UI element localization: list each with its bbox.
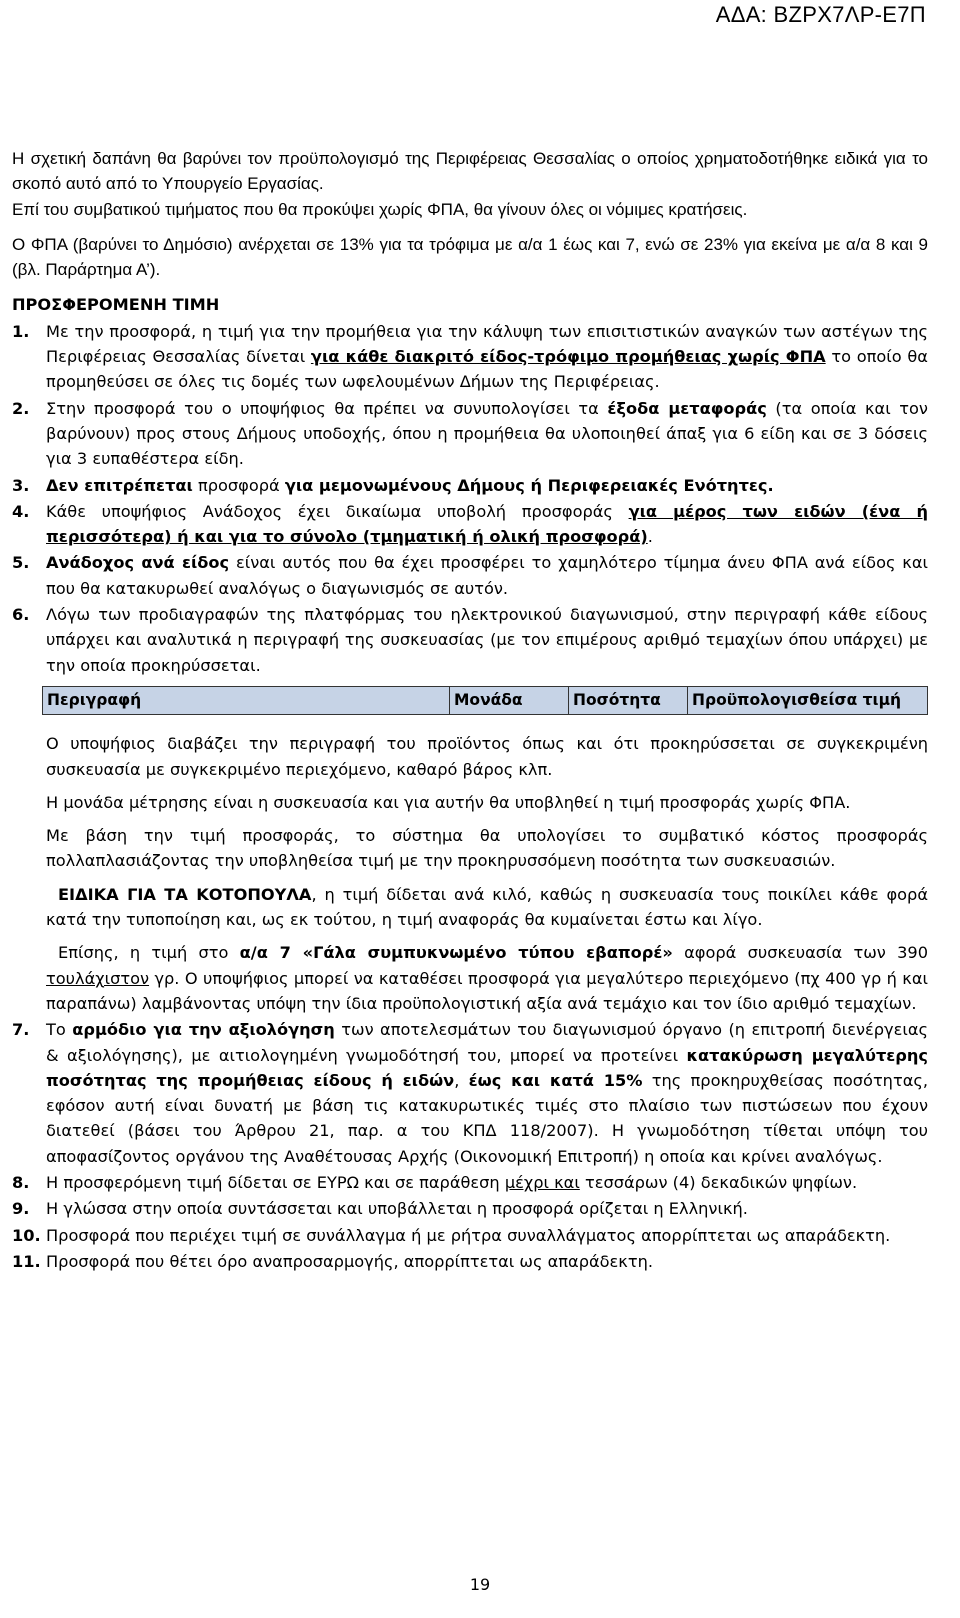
item-number: 7. [12, 1020, 30, 1040]
column-header: Περιγραφή [43, 686, 450, 714]
paragraph: Επίσης, η τιμή στο α/α 7 «Γάλα συμπυκνωμένο τύπου εβαπορέ» αφορά συσκευασία των 390 τουλάχιστον γρ. Ο υποψήφιος μπορεί να καταθέσει προσφορά για μεγαλύτερο περιεχόμενο (πχ 400 γρ ή και παραπάνω) λαμβάνοντας υπόψη την ίδια προϋπολογιστική αξία ανά τεμάχιο και τον ίδιο αριθμό τεμαχίων. [46, 943, 928, 1013]
list-item-11: 11. Προσφορά που θέτει όρο αναπροσαρμογής, απορρίπτεται ως απαράδεκτη. [12, 1249, 928, 1274]
column-header: Μονάδα [450, 686, 569, 714]
list-item-4: 4. Κάθε υποψήφιος Ανάδοχος έχει δικαίωμα υποβολή προσφοράς για μέρος των ειδών (ένα ή περισσότερα) ή και για το σύνολο (τμηματική ή ολική προσφορά). [12, 499, 928, 550]
section-heading: ΠΡΟΣΦΕΡΟΜΕΝΗ ΤΙΜΗ [12, 295, 220, 315]
intro-paragraph-1 [12, 146, 928, 222]
list-item-6: 6. Λόγω των προδιαγραφών της πλατφόρμας του ηλεκτρονικού διαγωνισμού, στην περιγραφή κάθε είδους υπάρχει και αναλυτικά η περιγραφή της συσκευασίας (με τον επιμέρους αριθμό τεμαχίων όπου υπάρχει) με την οποία προκηρύσσεται. Περιγραφή Μονάδα Ποσότητα Προϋπολογισθείσα τιμή Ο υποψήφιος διαβάζει την περιγραφή του προϊόντος όπως και ότι προκηρύσσεται σε συγκεκριμένη συσκευασία με συγκεκριμένο περιεχόμενο, καθαρό βάρος κλπ. Η μονάδα μέτρησης είναι η συσκευασία και για αυτήν θα υποβληθεί η τιμή προσφοράς χωρίς ΦΠΑ. Με βάση την τιμή προσφοράς, το σύστημα θα υπολογίσει το συμβατικό κόστος προσφοράς πολλαπλασιάζοντας την υποβληθείσα τιμή με την προκηρυσσόμενη ποσότητα των συσκευασιών. ΕΙΔΙΚΑ ΓΙΑ ΤΑ ΚΟΤΟΠΟΥΛΑ, η τιμή δίδεται ανά κιλό, καθώς η συσκευασία τους ποικίλει κάθε φορά κατά την τυποποίηση και, ως εκ τούτου, η τιμή αναφοράς θα κυμαίνεται έστω και λίγο. Επίσης, η τιμή στο α/α 7 «Γάλα συμπυκνωμένο τύπου εβαπορέ» αφορά συσκευασία των 390 τουλάχιστον γρ. Ο υποψήφιος μπορεί να καταθέσει προσφορά για μεγαλύτερο περιεχόμενο (πχ 400 γρ ή και παραπάνω) λαμβάνοντας υπόψη την ίδια προϋπολογιστική αξία ανά τεμάχιο και τον ίδιο αριθμό τεμαχίων. [12, 602, 928, 1016]
spec-table [42, 686, 928, 715]
list-item-10: 10. Προσφορά που περιέχει τιμή σε συνάλλαγμα ή με ρήτρα συναλλάγματος απορρίπτεται ως απαράδεκτη. [12, 1223, 928, 1248]
emphasis-text: για κάθε διακριτό είδος-τρόφιμο προμήθειας χωρίς ΦΠΑ [310, 347, 826, 367]
page-number: 19 [469, 1575, 491, 1594]
list-item-2: 2. Στην προσφορά του ο υποψήφιος θα πρέπει να συνυπολογίσει τα έξοδα μεταφοράς (τα οποία και τον βαρύνουν) προς στους Δήμους υποδοχής, όπου η προμήθεια θα υλοποιηθεί άπαξ για 6 είδη και σε 3 δόσεις για 3 ευπαθέστερα είδη. [12, 396, 928, 472]
item-number: 11. [12, 1251, 41, 1271]
item-number: 1. [12, 321, 30, 341]
paragraph: Με βάση την τιμή προσφοράς, το σύστημα θα υπολογίσει το συμβατικό κόστος προσφοράς πολλαπλασιάζοντας την υποβληθείσα τιμή με την προκηρυσσόμενη ποσότητα των συσκευασιών. [46, 826, 928, 871]
item-number: 9. [12, 1199, 30, 1219]
emphasis-text: έξοδα μεταφοράς [607, 398, 767, 418]
list-item-3: 3. Δεν επιτρέπεται προσφορά για μεμονωμένους Δήμους ή Περιφερειακές Ενότητες. [12, 473, 928, 498]
list-item-7: 7. Το αρμόδιο για την αξιολόγηση των αποτελεσμάτων του διαγωνισμού όργανο (η επιτροπή διενέργειας & αξιολόγησης), με αιτιολογημένη γνωμοδότησή του, μπορεί να προτείνει κατακύρωση μεγαλύτερης ποσότητας της προμήθειας είδους ή ειδών, έως και κατά 15% της προκηρυχθείσας ποσότητας, εφόσον αυτή είναι δυνατή με βάση τις κατακυρωτικές τιμές στο πλαίσιο των πιστώσεων που έχουν διατεθεί (βάσει του Άρθρου 21, παρ. α του ΚΠΔ 118/2007). Η γνωμοδότηση τίθεται υπόψη του αποφασίζοντος οργάνου της Αναθέτουσας Αρχής (Οικονομική Επιτροπή) η οποία και κρίνει αναλόγως. [12, 1017, 928, 1169]
item-number: 5. [12, 553, 30, 573]
ada-header: ΑΔΑ: ΒΖΡΧ7ΛΡ-Ε7Π [715, 2, 926, 27]
item-number: 6. [12, 605, 30, 625]
emphasis-text: για μέρος των ειδών (ένα ή περισσότερα) ή και για το σύνολο (τμηματική ή ολική προσφορά) [46, 501, 928, 547]
column-header: Ποσότητα [569, 686, 688, 714]
list-item-8: 8. Η προσφερόμενη τιμή δίδεται σε ΕΥΡΩ και σε παράθεση μέχρι και τεσσάρων (4) δεκαδικών ψηφίων. [12, 1170, 928, 1195]
item-number: 10. [12, 1225, 41, 1245]
paragraph: Η μονάδα μέτρησης είναι η συσκευασία και για αυτήν θα υποβληθεί η τιμή προσφοράς χωρίς ΦΠΑ. [46, 792, 851, 812]
intro-line-2: Επί του συμβατικού τιμήματος που θα προκύψει χωρίς ΦΠΑ, θα γίνουν όλες οι νόμιμες κρατήσεις. [12, 199, 748, 219]
document-body [12, 146, 928, 1274]
paragraph: ΕΙΔΙΚΑ ΓΙΑ ΤΑ ΚΟΤΟΠΟΥΛΑ, η τιμή δίδεται ανά κιλό, καθώς η συσκευασία τους ποικίλει κάθε φορά κατά την τυποποίηση και, ως εκ τούτου, η τιμή αναφοράς θα κυμαίνεται έστω και λίγο. [46, 884, 928, 930]
column-header: Προϋπολογισθείσα τιμή [688, 686, 928, 714]
intro-paragraph-2: Ο ΦΠΑ (βαρύνει το Δημόσιο) ανέρχεται σε 13% για τα τρόφιμα με α/α 1 έως και 7, ενώ σε 23% για εκείνα με α/α 8 και 9 (βλ. Παράρτημα Α’). [12, 234, 928, 280]
paragraph: Ο υποψήφιος διαβάζει την περιγραφή του προϊόντος όπως και ότι προκηρύσσεται σε συγκεκριμένη συσκευασία με συγκεκριμένο περιεχόμενο, καθαρό βάρος κλπ. [46, 734, 928, 779]
list-item-1: 1. Με την προσφορά, η τιμή για την προμήθεια για την κάλυψη των επισιτιστικών αναγκών των αστέγων της Περιφέρειας Θεσσαλίας δίνεται για κάθε διακριτό είδος-τρόφιμο προμήθειας χωρίς ΦΠΑ το οποίο θα προμηθεύσει σε όλες τις δομές των ωφελουμένων Δήμων της Περιφέρειας. [12, 319, 928, 395]
list-item-9: 9. Η γλώσσα στην οποία συντάσσεται και υποβάλλεται η προσφορά ορίζεται η Ελληνική. [12, 1196, 928, 1221]
item-number: 2. [12, 398, 30, 418]
list-item-5: 5. Ανάδοχος ανά είδος είναι αυτός που θα έχει προσφέρει το χαμηλότερο τίμημα άνευ ΦΠΑ ανά είδος και που θα κατακυρωθεί αναλόγως ο διαγωνισμός σε αυτόν. [12, 550, 928, 601]
intro-line-1: Η σχετική δαπάνη θα βαρύνει τον προϋπολογισμό της Περιφέρειας Θεσσαλίας ο οποίος χρηματοδοτήθηκε ειδικά για το σκοπό αυτό από το Υπουργείο Εργασίας. [12, 149, 928, 194]
item-number: 4. [12, 501, 30, 521]
table-header-row [43, 686, 928, 714]
item-number: 8. [12, 1172, 30, 1192]
item-number: 3. [12, 475, 30, 495]
